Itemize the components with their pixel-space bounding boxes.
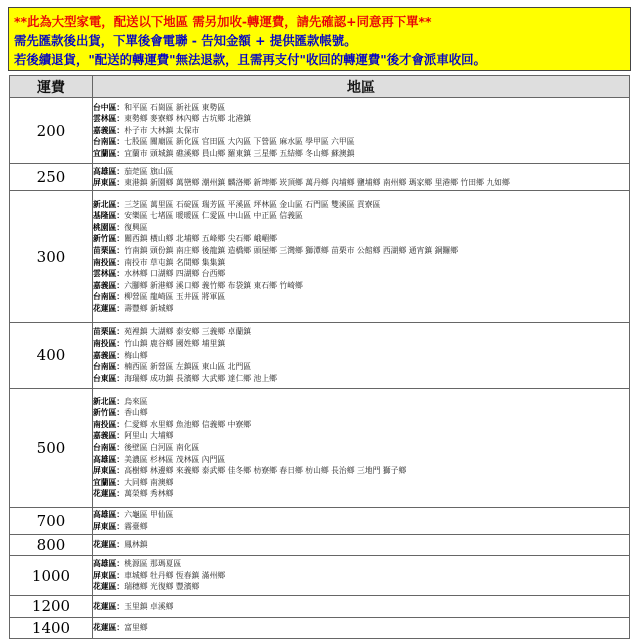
county-label: 新北區： <box>93 396 125 406</box>
town-list: 海瑞鄉 成功鎮 長濱鄉 大武鄉 達仁鄉 池上鄉 <box>124 373 277 383</box>
area-cell <box>93 617 630 638</box>
area-cell <box>93 534 630 555</box>
list-item <box>93 148 629 160</box>
town-list: 壽豐鄉 新城鄉 <box>124 304 174 314</box>
table-header-row <box>10 76 630 98</box>
county-label: 新竹區： <box>93 234 125 244</box>
list-item <box>93 245 629 257</box>
county-label: 屏東區： <box>93 466 125 476</box>
list-item <box>93 570 629 582</box>
list-item <box>93 488 629 500</box>
town-list: 瑞穗鄉 光復鄉 豐濱鄉 <box>124 582 200 592</box>
table-row <box>10 98 630 164</box>
county-label: 宜蘭區： <box>93 477 125 487</box>
town-list: 復興區 <box>124 222 148 232</box>
list-item <box>93 521 629 533</box>
county-label: 新竹區： <box>93 408 125 418</box>
town-list: 竹山鎮 鹿谷鄉 國姓鄉 埔里鎮 <box>124 339 226 349</box>
list-item <box>93 373 629 385</box>
list-item <box>93 407 629 419</box>
town-list: 霧臺鄉 <box>124 521 148 531</box>
town-list: 苑裡鎮 大湖鄉 泰安鄉 三義鄉 卓蘭鎮 <box>124 327 252 337</box>
table-body <box>10 98 630 639</box>
list-item <box>93 257 629 269</box>
town-list: 柳營區 龍崎區 玉井區 將軍區 <box>124 292 226 302</box>
town-list: 七股區 關廟區 新化區 官田區 大內區 下營區 麻水區 學甲區 六甲區 <box>124 137 355 147</box>
county-label: 花蓮區： <box>93 622 125 632</box>
list-item <box>93 539 629 551</box>
county-label: 苗栗區： <box>93 246 125 256</box>
area-cell <box>93 507 630 534</box>
town-list: 三芝區 萬里區 石碇區 瑞芳區 平溪區 坪林區 金山區 石門區 雙溪區 貢寮區 <box>124 199 381 209</box>
area-cell <box>93 191 630 322</box>
fee-cell: 200 <box>10 98 93 164</box>
shipping-fee-table <box>9 75 630 639</box>
fee-cell: 1400 <box>10 617 93 638</box>
town-list: 梅山鄉 <box>124 350 148 360</box>
town-list: 竹南鎮 頭份鎮 南庄鄉 後龍鎮 造橋鄉 頭屋鄉 三灣鄉 獅潭鄉 苗栗市 公館鄉 西湖鄉 通宵鎮 銅鑼鄉 <box>124 246 459 256</box>
county-label: 苗栗區： <box>93 327 125 337</box>
town-list: 六龜區 甲仙區 <box>124 509 174 519</box>
header-area: 地區 <box>93 76 630 98</box>
county-label: 嘉義區： <box>93 431 125 441</box>
list-item <box>93 477 629 489</box>
town-list: 萬榮鄉 秀林鄉 <box>124 489 174 499</box>
county-label: 台中區： <box>93 102 125 112</box>
county-label: 高雄區： <box>93 559 125 569</box>
list-item <box>93 430 629 442</box>
county-label: 桃園區： <box>93 222 125 232</box>
list-item <box>93 442 629 454</box>
table-row <box>10 617 630 638</box>
town-list: 大同鄉 南澳鄉 <box>124 477 174 487</box>
fee-cell: 800 <box>10 534 93 555</box>
county-label: 花蓮區： <box>93 601 125 611</box>
county-label: 基隆區： <box>93 211 125 221</box>
list-item <box>93 280 629 292</box>
town-list: 富里鄉 <box>124 622 148 632</box>
table-row <box>10 534 630 555</box>
town-list: 水林鄉 口湖鄉 四湖鄉 台西鄉 <box>124 269 226 279</box>
list-item <box>93 291 629 303</box>
table-row <box>10 164 630 191</box>
area-cell <box>93 98 630 164</box>
county-label: 台南區： <box>93 443 125 452</box>
county-label: 嘉義區： <box>93 125 125 135</box>
county-label: 高雄區： <box>93 166 125 176</box>
list-item <box>93 326 629 338</box>
table-row <box>10 322 630 388</box>
area-cell <box>93 556 630 596</box>
county-label: 屏東區： <box>93 178 125 188</box>
list-item <box>93 102 629 114</box>
town-list: 六腳鄉 新港鄉 溪口鄉 義竹鄉 布袋鎮 東石鄉 竹崎鄉 <box>124 280 303 290</box>
table-row <box>10 556 630 596</box>
town-list: 東勢鄉 麥寮鄉 林內鄉 古坑鄉 北港鎮 <box>124 114 252 124</box>
town-list: 高樹鄉 林邊鄉 來義鄉 泰武鄉 佳冬鄉 枋寮鄉 春日鄉 枋山鄉 長治鄉 三地門 獅子鄉 <box>124 466 407 476</box>
county-label: 高雄區： <box>93 509 125 519</box>
list-item <box>93 465 629 477</box>
town-list: 南投市 草屯鎮 名間鄉 集集鎮 <box>124 257 226 267</box>
area-cell <box>93 164 630 191</box>
list-item <box>93 113 629 125</box>
list-item <box>93 361 629 373</box>
list-item <box>93 199 629 211</box>
town-list: 香山鄉 <box>124 408 148 418</box>
notice-line-2: 需先匯款後出貨，下單後會電聯 - 告知金額 + 提供匯款帳號。 <box>14 33 357 48</box>
table-row <box>10 389 630 507</box>
fee-cell: 400 <box>10 322 93 388</box>
town-list: 玉里鎮 卓溪鄉 <box>124 601 174 611</box>
list-item <box>93 350 629 362</box>
list-item <box>93 338 629 350</box>
town-list: 東港鎮 新園鄉 萬巒鄉 潮州鎮 麟洛鄉 新埤鄉 崁頂鄉 萬丹鄉 內埔鄉 鹽埔鄉 南州鄉 瑪家鄉 里港鄉 竹田鄉 九如鄉 <box>124 178 510 188</box>
town-list: 烏來區 <box>124 396 148 406</box>
town-list: 桃源區 那瑪夏區 <box>124 559 182 569</box>
list-item <box>93 303 629 315</box>
table-row <box>10 507 630 534</box>
town-list: 安樂區 七堵區 暖暖區 仁愛區 中山區 中正區 信義區 <box>124 211 303 221</box>
county-label: 高雄區： <box>93 454 125 464</box>
list-item <box>93 136 629 148</box>
county-label: 南投區： <box>93 257 125 267</box>
fee-cell: 250 <box>10 164 93 191</box>
list-item <box>93 233 629 245</box>
county-label: 屏東區： <box>93 570 125 580</box>
list-item <box>93 125 629 137</box>
county-label: 南投區： <box>93 419 125 429</box>
county-label: 台南區： <box>93 362 125 372</box>
town-list: 阿里山 大埔鄉 <box>124 431 174 441</box>
county-label: 台南區： <box>93 137 125 147</box>
county-label: 花蓮區： <box>93 540 125 550</box>
list-item <box>93 601 629 613</box>
county-label: 嘉義區： <box>93 350 125 360</box>
town-list: 宜蘭市 頭城鎮 礁溪鄉 員山鄉 羅東鎮 三星鄉 五結鄉 冬山鄉 蘇澳鎮 <box>124 149 355 159</box>
town-list: 美濃區 杉林區 茂林區 內門區 <box>124 454 226 464</box>
fee-cell: 1200 <box>10 596 93 617</box>
area-cell <box>93 389 630 507</box>
area-cell <box>93 596 630 617</box>
county-label: 宜蘭區： <box>93 149 125 159</box>
county-label: 台南區： <box>93 292 125 302</box>
notice-banner <box>8 7 631 71</box>
town-list: 車城鄉 牡丹鄉 恆春鎮 滿州鄉 <box>124 570 226 580</box>
list-item <box>93 622 629 634</box>
header-fee: 運費 <box>10 76 93 98</box>
county-label: 雲林區： <box>93 269 125 279</box>
town-list: 朴子市 大林鎮 太保市 <box>124 125 200 135</box>
town-list: 和平區 石崗區 新社區 東勢區 <box>124 102 226 112</box>
county-label: 花蓮區： <box>93 582 125 592</box>
county-label: 雲林區： <box>93 114 125 124</box>
table-row <box>10 596 630 617</box>
notice-line-3: 若後續退貨，"配送的轉運費"無法退款，且需再支付"收回的轉運費"後才會派車收回。 <box>14 52 486 67</box>
county-label: 屏東區： <box>93 521 125 531</box>
county-label: 花蓮區： <box>93 489 125 499</box>
fee-cell: 1000 <box>10 556 93 596</box>
list-item <box>93 558 629 570</box>
county-label: 台東區： <box>93 373 125 383</box>
list-item <box>93 210 629 222</box>
town-list: 後壁區 白河區 南化區 <box>124 443 200 452</box>
fee-cell: 700 <box>10 507 93 534</box>
list-item <box>93 454 629 466</box>
town-list: 仁愛鄉 水里鄉 魚池鄉 信義鄉 中寮鄉 <box>124 419 252 429</box>
town-list: 關西鎮 橫山鄉 北埔鄉 五峰鄉 尖石鄉 峨嵋鄉 <box>124 234 277 244</box>
county-label: 花蓮區： <box>93 304 125 314</box>
town-list: 楠西區 新營區 左鎮區 東山區 北門區 <box>124 362 252 372</box>
list-item <box>93 509 629 521</box>
list-item <box>93 222 629 234</box>
county-label: 嘉義區： <box>93 280 125 290</box>
county-label: 南投區： <box>93 339 125 349</box>
town-list: 茄萣區 旗山區 <box>124 166 174 176</box>
fee-cell: 500 <box>10 389 93 507</box>
town-list: 鳳林鎮 <box>124 540 148 550</box>
list-item <box>93 581 629 593</box>
notice-line-1: **此為大型家電，配送以下地區 需另加收-轉運費，請先確認+同意再下單** <box>14 14 432 29</box>
list-item <box>93 419 629 431</box>
list-item <box>93 166 629 178</box>
area-cell <box>93 322 630 388</box>
fee-cell: 300 <box>10 191 93 322</box>
county-label: 新北區： <box>93 199 125 209</box>
list-item <box>93 268 629 280</box>
list-item <box>93 177 629 189</box>
table-row <box>10 191 630 322</box>
list-item <box>93 396 629 408</box>
